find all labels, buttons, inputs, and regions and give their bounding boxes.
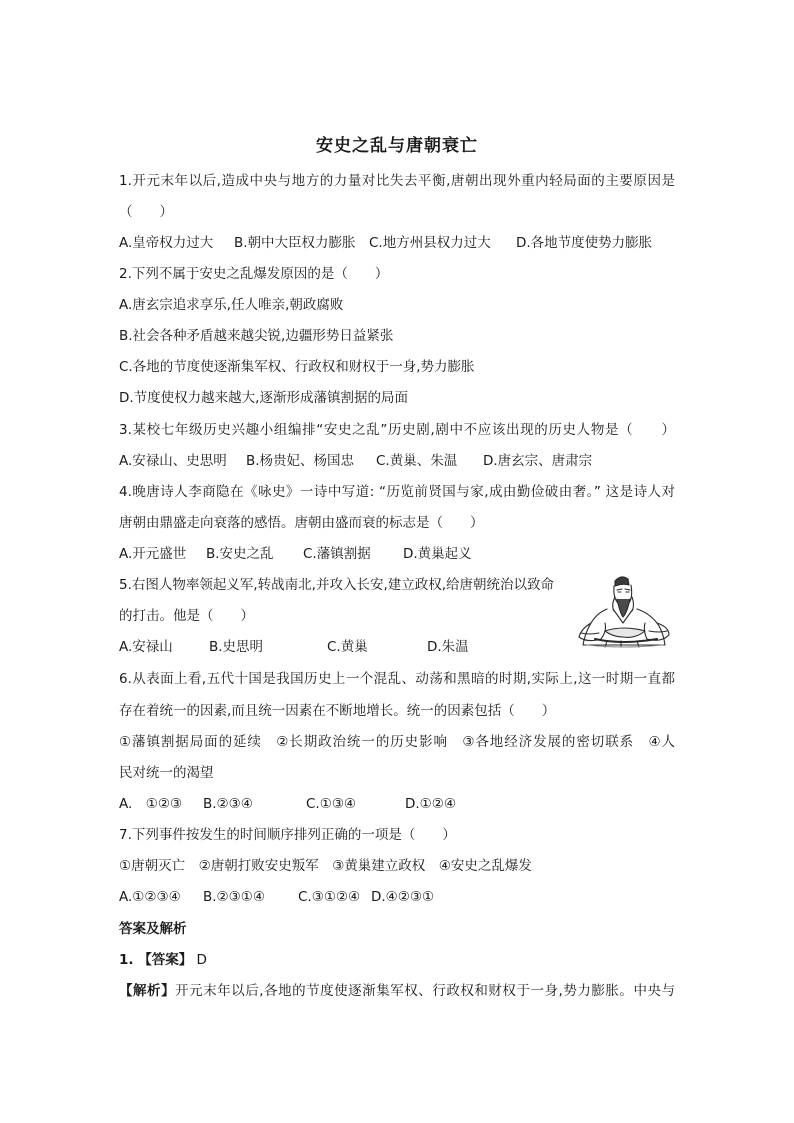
q4-option-a: A.开元盛世 <box>119 546 187 562</box>
q6-items-line2: 民对统一的渴望 <box>119 765 214 781</box>
q6-items-line1: ①藩镇割据局面的延续 ②长期政治统一的历史影响 ③各地经济发展的密切联系 ④人 <box>119 734 675 750</box>
q3-stem: 3.某校七年级历史兴趣小组编排“安史之乱”历史剧,剧中不应该出现的历史人物是（ ） <box>119 422 675 438</box>
q1-option-c: C.地方州县权力过大 <box>369 235 491 251</box>
q7-items: ①唐朝灭亡 ②唐朝打败安史叛军 ③黄巢建立政权 ④安史之乱爆发 <box>119 858 532 874</box>
q4-option-c: C.藩镇割据 <box>303 546 371 562</box>
q5-option-a: A.安禄山 <box>119 639 173 655</box>
answers-heading: 答案及解析 <box>119 921 187 937</box>
analysis-text: 开元末年以后,各地的节度使逐渐集军权、行政权和财权于一身,势力膨胀。中央与 <box>175 983 675 999</box>
answer-1-value: D <box>196 952 207 968</box>
q4-option-d: D.黄巢起义 <box>403 546 472 562</box>
q6-option-c: C.①③④ <box>306 796 357 812</box>
huang-chao-portrait-image <box>577 573 671 649</box>
q1-stem-line2: （ ） <box>119 204 173 220</box>
q7-option-c: C.③①②④ <box>298 889 361 905</box>
q5-option-c: C.黄巢 <box>327 639 368 655</box>
q2-option-d: D.节度使权力越来越大,逐渐形成藩镇割据的局面 <box>119 390 408 406</box>
q6-option-a: A. ①②③ <box>119 796 183 812</box>
q7-option-d: D.④②③① <box>371 889 435 905</box>
answer-1-label: 1. 【答案】 <box>119 952 193 968</box>
q2-option-c: C.各地的节度使逐渐集军权、行政权和财权于一身,势力膨胀 <box>119 359 475 375</box>
q3-option-a: A.安禄山、史思明 <box>119 453 227 469</box>
q7-option-b: B.②③①④ <box>203 889 265 905</box>
q3-option-b: B.杨贵妃、杨国忠 <box>246 453 355 469</box>
q6-stem-line1: 6.从表面上看,五代十国是我国历史上一个混乱、动荡和黑暗的时期,实际上,这一时期一直都 <box>119 671 675 687</box>
q2-stem: 2.下列不属于安史之乱爆发原因的是（ ） <box>119 266 389 282</box>
q1-stem-line1: 1.开元末年以后,造成中央与地方的力量对比失去平衡,唐朝出现外重内轻局面的主要原因是 <box>119 173 675 189</box>
q1-options <box>119 234 652 252</box>
q7-stem: 7.下列事件按发生的时间顺序排列正确的一项是（ ） <box>119 827 456 843</box>
q4-stem-line1: 4.晚唐诗人李商隐在《咏史》一诗中写道: “历览前贤国与家,成由勤俭破由奢。” 这是诗人对 <box>119 484 675 500</box>
q1-option-a: A.皇帝权力过大 <box>119 235 214 251</box>
q7-option-a: A.①②③④ <box>119 889 181 905</box>
q3-option-d: D.唐玄宗、唐肃宗 <box>483 453 593 469</box>
q2-option-a: A.唐玄宗追求享乐,任人唯亲,朝政腐败 <box>119 297 344 313</box>
answer-1-analysis <box>119 982 675 1000</box>
page-title: 安史之乱与唐朝衰亡 <box>316 136 478 156</box>
analysis-label: 【解析】 <box>119 983 176 999</box>
q7-options <box>119 888 434 906</box>
q2-option-b: B.社会各种矛盾越来越尖锐,边疆形势日益紧张 <box>119 328 394 344</box>
q5-options <box>119 638 469 656</box>
q6-option-d: D.①②④ <box>405 796 456 812</box>
q3-option-c: C.黄巢、朱温 <box>376 453 458 469</box>
q4-stem-line2: 唐朝由鼎盛走向衰落的感悟。唐朝由盛而衰的标志是（ ） <box>119 515 484 531</box>
q6-option-b: B.②③④ <box>203 796 253 812</box>
q4-options <box>119 545 472 563</box>
q6-options <box>119 795 456 813</box>
q6-stem-line2: 存在着统一的因素,而且统一因素在不断地增长。统一的因素包括（ ） <box>119 703 556 719</box>
answer-1 <box>119 951 207 969</box>
q1-option-d: D.各地节度使势力膨胀 <box>516 235 653 251</box>
q5-stem-line2: 的打击。他是（ ） <box>119 608 254 624</box>
q3-options <box>119 452 592 470</box>
q5-stem-line1: 5.右图人物率领起义军,转战南北,并攻入长安,建立政权,给唐朝统治以致命 <box>119 577 555 593</box>
q5-option-b: B.史思明 <box>209 639 264 655</box>
q5-option-d: D.朱温 <box>427 639 469 655</box>
q1-option-b: B.朝中大臣权力膨胀 <box>234 235 356 251</box>
q4-option-b: B.安史之乱 <box>206 546 274 562</box>
